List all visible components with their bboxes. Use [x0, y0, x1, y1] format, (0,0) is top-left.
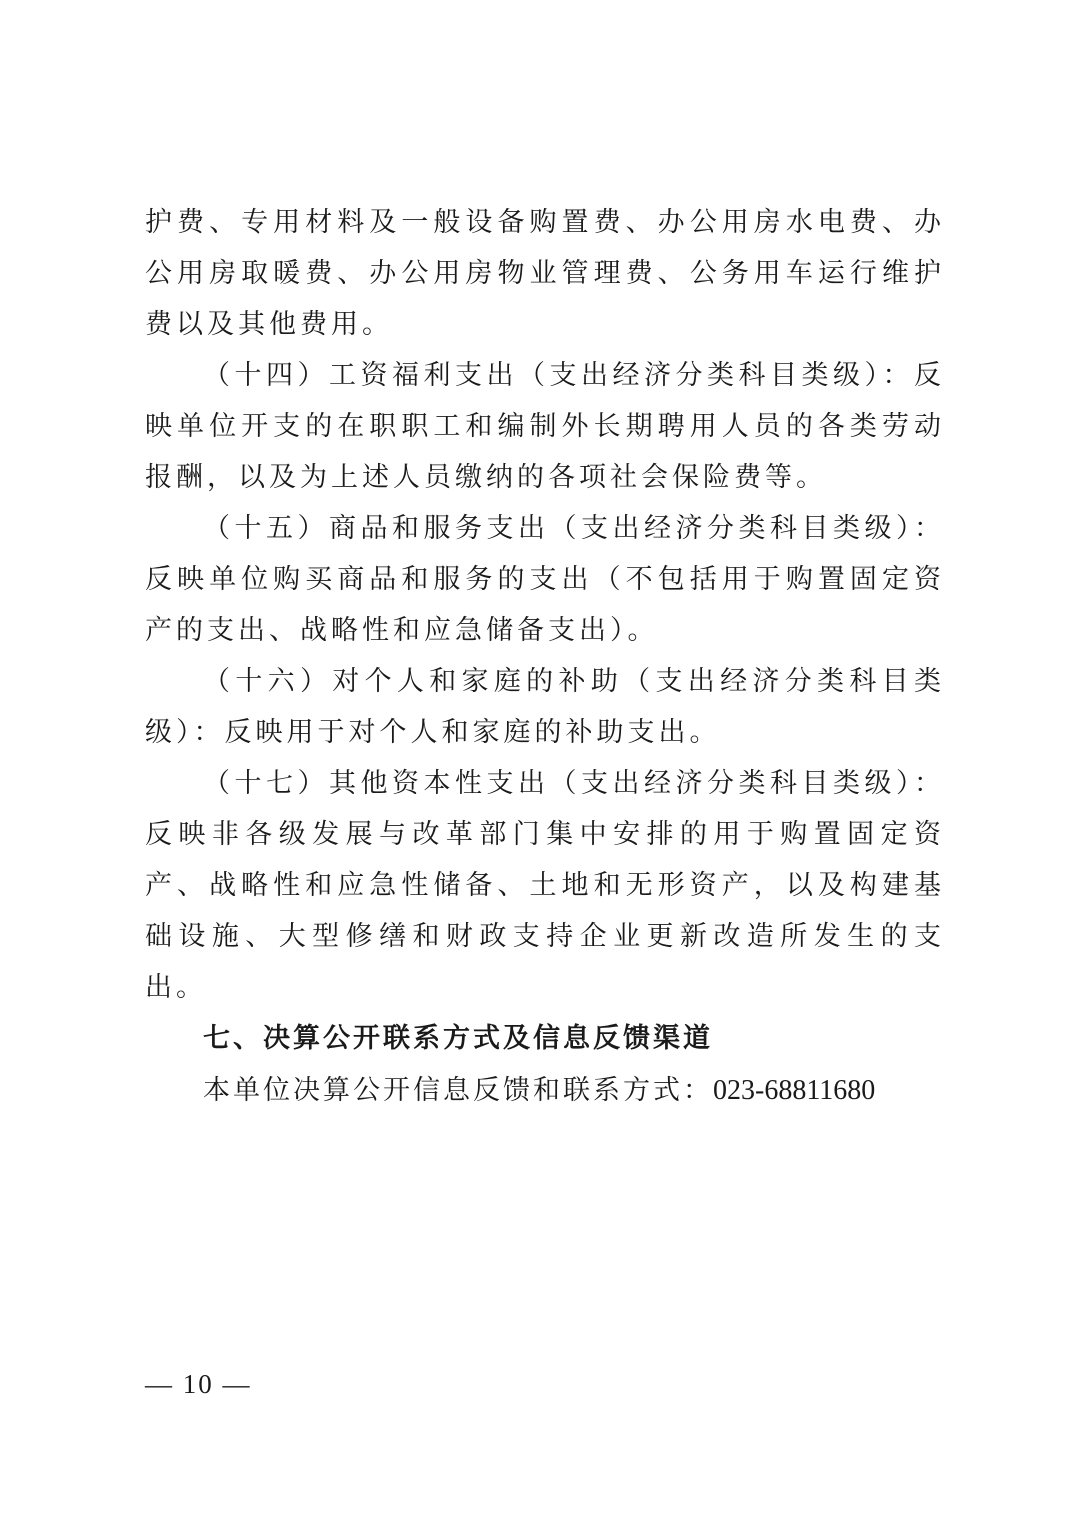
item-text: 反映非各级发展与改革部门集中安排的用于购置固定资产、战略性和应急性储备、土地和无形资产，以及构建基础设施、大型修缮和财政支持企业更新改造所发生的支出。 — [145, 819, 945, 1003]
document-body — [145, 197, 945, 1116]
paragraph-item-14 — [145, 350, 945, 503]
item-text: 反映单位开支的在职职工和编制外长期聘用人员的各类劳动报酬，以及为上述人员缴纳的各项社会保险费等。 — [145, 360, 945, 493]
paragraph-continuation: 护费、专用材料及一般设备购置费、办公用房水电费、办公用房取暖费、办公用房物业管理费、公务用车运行维护费以及其他费用。 — [145, 207, 945, 340]
item-text: 反映单位购买商品和服务的支出（不包括用于购置固定资产的支出、战略性和应急储备支出）。 — [145, 564, 945, 646]
item-text: 反映用于对个人和家庭的补助支出。 — [224, 717, 721, 748]
item-term: （十五）商品和服务支出（支出经济分类科目类级）： — [203, 513, 945, 544]
section-heading: 七、决算公开联系方式及信息反馈渠道 — [203, 1023, 713, 1054]
paragraph-item-16 — [145, 656, 945, 758]
contact-line — [145, 1065, 945, 1116]
contact-phone: 023-68811680 — [713, 1075, 876, 1106]
paragraph-item-17 — [145, 758, 945, 1013]
item-term: （十七）其他资本性支出（支出经济分类科目类级）： — [203, 768, 945, 799]
contact-label: 本单位决算公开信息反馈和联系方式： — [203, 1075, 713, 1106]
paragraph-item-15 — [145, 503, 945, 656]
page-number: — 10 — — [145, 1369, 252, 1399]
item-term: （十四）工资福利支出（支出经济分类科目类级）： — [203, 360, 914, 391]
item-term: （十六）对个人和家庭的补助（支出经济分类科目类级）： — [145, 666, 945, 748]
